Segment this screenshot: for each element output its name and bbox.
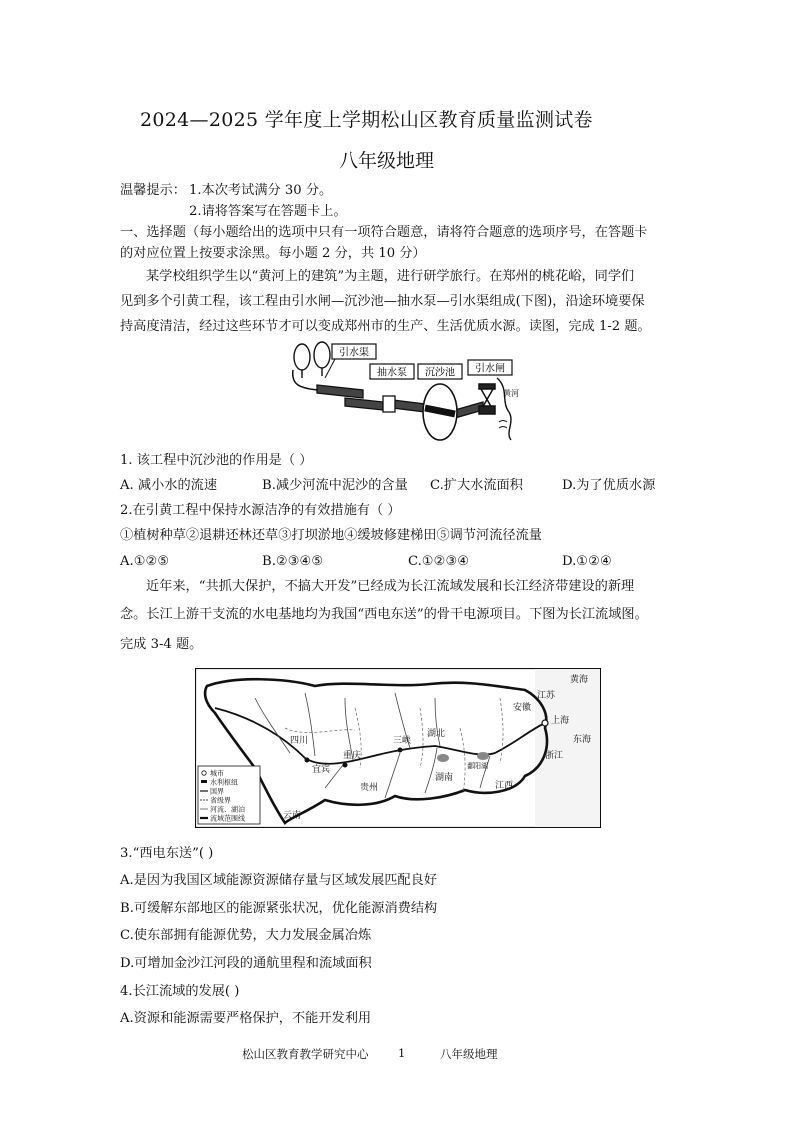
legend-item-6: 流域范围线 [210,814,245,823]
section-instruction-line-1: 一、选择题（每小题给出的选项中只有一项符合题意，请将符合题意的选项序号，在答题卡 [120,225,648,240]
map-label-yunnan: 云南 [283,811,302,821]
q2-option-b: B.②③④⑤ [262,554,324,569]
q1-option-d: D.为了优质水源 [562,478,656,493]
pump-box [383,396,395,412]
label-pump: 抽水泵 [377,367,407,379]
map-label-hubei: 湖北 [427,729,446,739]
map-label-chongqing: 重庆 [343,751,362,761]
gate-icon [479,384,495,414]
map-label-sichuan: 四川 [290,736,309,746]
map-label-hunan: 湖南 [435,773,454,783]
q3-option-a: A.是因为我国区域能源资源储存量与区域发展匹配良好 [120,873,438,888]
map-label-jiangxi: 江西 [495,781,514,791]
q1-option-c: C.扩大水流面积 [430,478,523,493]
legend-item-2: 水利枢纽 [210,778,238,787]
passage2-line-3: 完成 3-4 题。 [120,637,203,652]
map-label-huanghai: 黄海 [570,675,589,685]
map-label-anhui: 安徽 [513,703,532,713]
q1-option-b: B.减少河流中泥沙的含量 [262,478,408,493]
q3-option-d: D.可增加金沙江河段的通航里程和流域面积 [120,956,372,971]
q3-stem: 3.“西电东送”( ) [120,846,214,861]
legend-item-4: 省级界 [210,796,231,805]
map-label-shanghai: 上海 [551,716,570,726]
notice-label: 温馨提示： [120,183,186,198]
label-gate: 引水闸 [475,363,505,375]
canal-curve [293,370,317,390]
dongting-lake [437,754,449,762]
map-label-yibin: 宜宾 [312,765,331,775]
label-canal: 引水渠 [339,347,369,359]
q2-option-a: A.①②⑤ [120,554,170,569]
q1-option-a: A. 减小水的流速 [120,478,218,493]
q3-option-b: B.可缓解东部地区的能源紧张状况，优化能源消费结构 [120,901,438,916]
yellow-river [497,378,511,440]
section-instruction-line-2: 的对应位置上按要求涂黑。每小题 2 分，共 10 分） [120,246,426,261]
q1-stem: 1. 该工程中沉沙池的作用是（ ） [120,453,313,468]
map-label-sanxia: 三峡 [393,736,412,746]
tree-icon [294,342,330,378]
q2-measures: ①植树种草②退耕还林还草③打坝淤地④缓坡修建梯田⑤调节河流径流量 [120,528,542,543]
q4-option-a: A.资源和能源需要严格保护，不能开发利用 [120,1011,372,1026]
map-legend [198,766,260,824]
passage2-line-1: 近年来，“共抓大保护，不搞大开发”已经成为长江流域发展和长江经济带建设的新理 [146,579,635,594]
exam-subtitle: 八年级地理 [339,150,435,172]
footer-org: 松山区教育教学研究中心 [242,1047,369,1061]
q2-option-d: D.①②④ [562,554,612,569]
legend-item-5: 河流、湖泊 [210,805,245,814]
label-river: 黄河 [503,389,519,398]
footer-page-number: 1 [398,1046,406,1060]
footer-subject: 八年级地理 [440,1047,498,1061]
passage1-line-2: 见到多个引黄工程，该工程由引水闸—沉沙池—抽水泵—引水渠组成(下图)，沿途环境要保 [120,294,645,309]
q3-option-c: C.使东部拥有能源优势，大力发展金属冶炼 [120,928,372,943]
passage2-line-2: 念。长江上游干支流的水电基地均为我国“西电东送”的骨干电源项目。下图为长江流域图。 [120,607,648,622]
legend-item-3: 国界 [210,787,224,796]
passage1-line-1: 某学校组织学生以“黄河上的建筑”为主题，进行研学旅行。在郑州的桃花峪，同学们 [146,269,635,284]
q2-stem: 2.在引黄工程中保持水源洁净的有效措施有（ ） [120,503,401,518]
map-label-poyang: 鄱阳湖 [467,762,488,770]
map-label-zhejiang: 浙江 [545,751,564,761]
yangtze-basin-map [195,668,601,828]
q2-option-c: C.①②③④ [408,554,470,569]
exam-title: 2024—2025 学年度上学期松山区教育质量监测试卷 [140,109,593,131]
legend-item-1: 城市 [210,769,224,778]
map-label-donghai: 东海 [573,735,592,745]
q4-stem: 4.长江流域的发展( ) [120,984,240,999]
passage1-line-3: 持高度清洁，经过这些环节才可以变成郑州市的生产、生活优质水源。读图，完成 1-2 题。 [120,319,651,334]
notice-line-2: 2.请将答案写在答题卡上。 [189,204,347,219]
poyang-lake [477,752,489,760]
map-label-jiangsu: 江苏 [537,691,556,701]
notice-line-1: 1.本次考试满分 30 分。 [189,183,333,198]
label-pool: 沉沙池 [425,367,455,379]
dam-icon [201,780,207,783]
map-label-guizhou: 贵州 [360,783,379,793]
water-diversion-diagram [285,340,520,445]
